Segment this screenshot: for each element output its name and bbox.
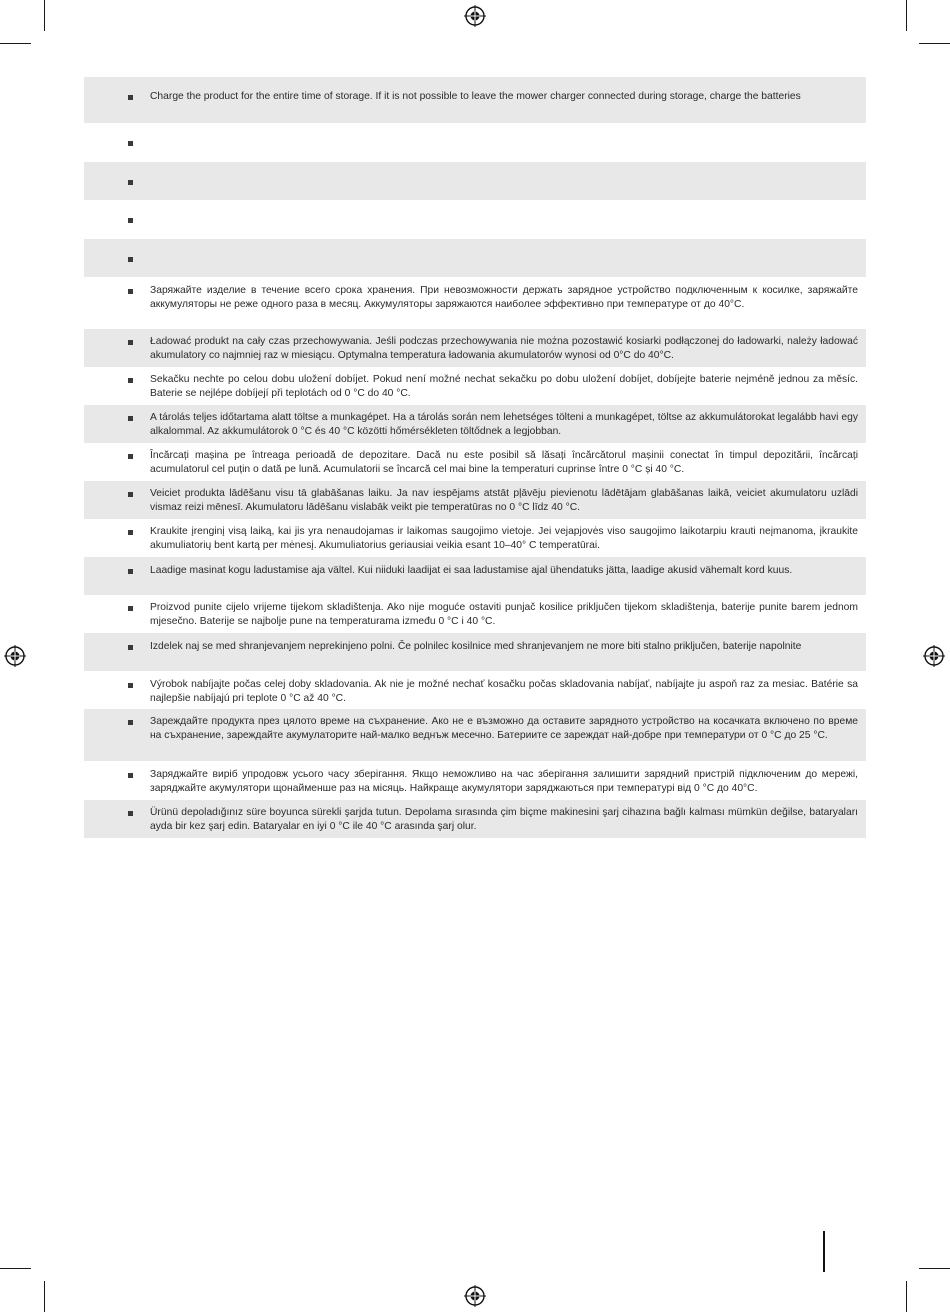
bullet-square-icon <box>128 645 133 650</box>
crop-mark-top-left-vertical <box>44 0 45 31</box>
list-item-text: Izdelek naj se med shranjevanjem neprekinjeno polni. Če polnilec kosilnice med shranjevanjem ne more biti stalno priključen, baterije napolnite <box>150 641 802 652</box>
bullet-square-icon <box>128 683 133 688</box>
list-item <box>84 709 866 761</box>
list-item <box>84 329 866 367</box>
list-item <box>84 519 866 557</box>
bullet-square-icon <box>128 720 133 725</box>
registration-mark-top-icon <box>464 5 486 27</box>
bullet-square-icon <box>128 492 133 497</box>
bullet-square-icon <box>128 95 133 100</box>
bullet-square-icon <box>128 811 133 816</box>
bullet-square-icon <box>128 289 133 294</box>
list-item-text: Ürünü depoladığınız süre boyunca sürekli şarjda tutun. Depolama sırasında çim biçme makinesini şarj cihazına bağlı kalması mümkün değilse, bataryaları ayda bir kez şarj edin. Bataryalar en iyi 0 °C ile 40 °C arasında şarj olur. <box>150 807 858 832</box>
bullet-square-icon <box>128 606 133 611</box>
list-item-text: Proizvod punite cijelo vrijeme tijekom skladištenja. Ako nije moguće ostaviti punjač kosilice priključen tijekom skladištenja, baterije punite barem jednom mjesečno. Baterije se najbolje pune na temperaturama između 0 °C i 40 °C. <box>150 602 858 627</box>
list-item-text: Заряджайте виріб упродовж усього часу зберігання. Якщо неможливо на час зберігання залишити зарядний пристрій підключеним до мережі, заряджайте акумулятори щонайменше раз на місяць. Найкраще акумулятори заряджаються при температурі від 0 °C до 40°C. <box>150 769 858 794</box>
bullet-square-icon <box>128 416 133 421</box>
list-item-text: Încărcați mașina pe întreaga perioadă de depozitare. Dacă nu este posibil să lăsați încărcătorul mașinii conectat în timpul depozitării, încărcați acumulatorul cel puțin o dată pe lună. Acumulatorii se încarcă cel mai bine la temperaturi cuprinse între 0 °C și 40 °C. <box>150 450 858 475</box>
list-item <box>84 239 866 277</box>
list-item <box>84 162 866 200</box>
page-edge-bar <box>823 1231 825 1272</box>
crop-mark-top-right-vertical <box>906 0 907 31</box>
bullet-square-icon <box>128 530 133 535</box>
list-item <box>84 761 866 800</box>
list-item <box>84 277 866 329</box>
crop-mark-bottom-left-vertical <box>44 1281 45 1312</box>
bullet-square-icon <box>128 257 133 262</box>
list-item <box>84 367 866 405</box>
registration-mark-right-icon <box>923 645 945 667</box>
list-item <box>84 77 866 123</box>
list-item <box>84 123 866 162</box>
list-item-text: Výrobok nabíjajte počas celej doby skladovania. Ak nie je možné nechať kosačku počas skladovania nabíjať, nabíjajte ju aspoň raz za mesiac. Batérie sa najlepšie nabíjajú pri teplote 0 °C až 40 °C. <box>150 679 858 704</box>
list-item <box>84 557 866 595</box>
list-item <box>84 671 866 709</box>
list-item-text: A tárolás teljes időtartama alatt töltse a munkagépet. Ha a tárolás során nem lehetséges tölteni a munkagépet, töltse az akkumulátorokat legalább havi egy alkalommal. Az akkumulátorok 0 °C és 40 °C közötti hőmérsékleten töltődnek a legjobban. <box>150 412 858 437</box>
list-item <box>84 633 866 671</box>
list-item-text: Заряжайте изделие в течение всего срока хранения. При невозможности держать зарядное устройство подключенным к косилке, заряжайте аккумуляторы не реже одного раза в месяц. Аккумуляторы заряжаются наиболее эффективно при температуре от до 40°C. <box>150 285 858 310</box>
registration-mark-left-icon <box>4 645 26 667</box>
list-item <box>84 200 866 239</box>
list-item-text: Ładować produkt na cały czas przechowywania. Jeśli podczas przechowywania nie można pozostawić kosiarki podłączonej do ładowarki, należy ładować akumulatory co najmniej raz w miesiącu. Optymalna temperatura ładowania akumulatorów wynosi od 0°C do 40°C. <box>150 336 858 361</box>
list-item-text: Veiciet produkta lādēšanu visu tā glabāšanas laiku. Ja nav iespējams atstāt pļāvēju pievienotu lādētājam glabāšanas laikā, veiciet akumulatoru uzlādi vismaz reizi mēnesī. Akumulatoru lādēšanu vislabāk veikt pie temperatūras no 0 °C līdz 40 °C. <box>150 488 858 513</box>
list-item <box>84 481 866 519</box>
list-item-text: Sekačku nechte po celou dobu uložení dobíjet. Pokud není možné nechat sekačku po dobu uložení dobíjet, dobíjejte baterie nejméně jednou za měsíc. Baterie se nejlépe dobíjejí při teplotách od 0 °C do 40 °C. <box>150 374 858 399</box>
crop-mark-bottom-left-horizontal <box>0 1268 31 1269</box>
storage-instructions-list <box>84 77 866 838</box>
registration-mark-bottom-icon <box>464 1285 486 1307</box>
list-item-text: Зареждайте продукта през цялото време на съхранение. Ако не е възможно да оставите зарядното устройство на косачката включено по време на съхранение, зареждайте акумулаторите най-малко веднъж месечно. Батериите се зареждат най-добре при температури от 0 °C до 25 °C. <box>150 716 858 741</box>
bullet-square-icon <box>128 218 133 223</box>
bullet-square-icon <box>128 454 133 459</box>
bullet-square-icon <box>128 180 133 185</box>
bullet-square-icon <box>128 340 133 345</box>
crop-mark-bottom-right-vertical <box>906 1281 907 1312</box>
crop-mark-top-left-horizontal <box>0 43 31 44</box>
bullet-square-icon <box>128 141 133 146</box>
list-item-text: Charge the product for the entire time of storage. If it is not possible to leave the mower charger connected during storage, charge the batteries <box>150 91 801 102</box>
bullet-square-icon <box>128 773 133 778</box>
list-item-text: Kraukite įrenginį visą laiką, kai jis yra nenaudojamas ir laikomas saugojimo vietoje. Jei vejapjovės viso saugojimo laikotarpiu krauti neįmanoma, įkraukite akumuliatorių bent kartą per mėnesį. Akumuliatorius geriausiai veikia esant 10–40° C temperatūrai. <box>150 526 858 551</box>
bullet-square-icon <box>128 378 133 383</box>
crop-mark-bottom-right-horizontal <box>919 1268 950 1269</box>
crop-mark-top-right-horizontal <box>919 43 950 44</box>
list-item-text: Laadige masinat kogu ladustamise aja vältel. Kui niiduki laadijat ei saa ladustamise ajal ühendatuks jätta, laadige akusid vähemalt kord kuus. <box>150 565 793 576</box>
list-item <box>84 800 866 838</box>
list-item <box>84 405 866 443</box>
bullet-square-icon <box>128 569 133 574</box>
list-item <box>84 595 866 633</box>
list-item <box>84 443 866 481</box>
